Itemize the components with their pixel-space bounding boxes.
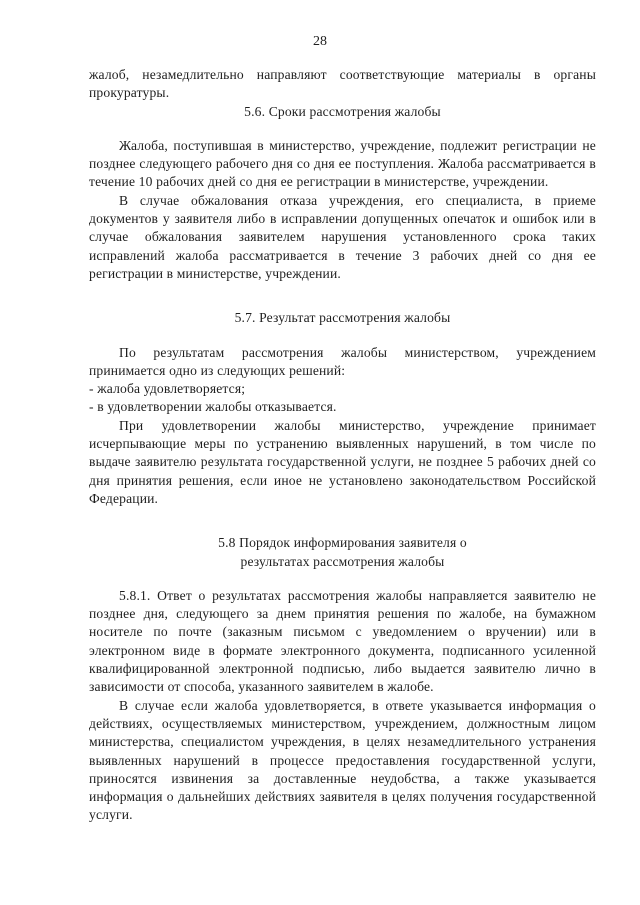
section-5-8-paragraph: 5.8.1. Ответ о результатах рассмотрения жалобы направляется заявителю не позднее дня, следующего за днем принятия решения по жалобе, на бумажном носителе по почте (заказным письмом с уведомлением о вручении) или в электронном виде в формате электронного документа, подписанного усиленной квалифицированной электронной подписью, либо выдается заявителю лично в зависимости от способа, указанного заявителем в жалобе.	[89, 587, 596, 695]
spacer	[89, 571, 596, 587]
section-5-7-heading: 5.7. Результат рассмотрения жалобы	[234, 310, 451, 326]
section-5-6-paragraph: В случае обжалования отказа учреждения, его специалиста, в приеме документов у заявителя либо в исправлении допущенных опечаток и ошибок или в случае обжалования заявителем нарушения установленного срока таких исправлений жалоба рассматривается в течение 3 рабочих дней со дня ее регистрации в министерстве, учреждении.	[89, 192, 596, 281]
section-5-8-heading: 5.8 Порядок информирования заявителя о	[218, 535, 467, 551]
intro-paragraph: жалоб, незамедлительно направляют соответствующие материалы в органы прокуратуры.	[89, 67, 596, 101]
spacer	[89, 121, 596, 137]
section-5-8-heading: результатах рассмотрения жалобы	[240, 553, 445, 569]
section-5-6-paragraph: Жалоба, поступившая в министерство, учреждение, подлежит регистрации не позднее следующего рабочего дня со дня ее поступления. Жалоба рассматривается в течение 10 рабочих дней со дня ее регистрации в министерстве, учреждении.	[89, 137, 596, 190]
list-item: - жалоба удовлетворяется;	[89, 381, 246, 397]
spacer	[89, 328, 596, 344]
section-5-8-paragraph: В случае если жалоба удовлетворяется, в ответе указывается информация о действиях, осуществляемых министерством, учреждением, должностным лицом министерства, специалистом учреждения, в целях незамедлительного устранения выявленных нарушений в процессе предоставления государственной услуги, приносятся извинения за доставленные неудобства, а также указывается информация о дальнейших действиях заявителя в целях получения государственной услуги.	[89, 697, 596, 823]
spacer	[89, 283, 596, 309]
section-5-6-heading: 5.6. Сроки рассмотрения жалобы	[244, 103, 441, 119]
page-number: 28	[313, 34, 327, 49]
section-5-7-paragraph: При удовлетворении жалобы министерство, учреждение принимает исчерпывающие меры по устранению выявленных нарушений, в том числе по выдаче заявителю результата государственной услуги, не позднее 5 рабочих дней со дня принятия решения, если иное не установлено законодательством Российской Федерации.	[89, 417, 596, 506]
spacer	[89, 508, 596, 534]
section-5-7-paragraph: По результатам рассмотрения жалобы министерством, учреждением принимается одно из следующих решений:	[89, 344, 596, 378]
document-body	[89, 66, 596, 825]
list-item: - в удовлетворении жалобы отказывается.	[89, 399, 337, 415]
